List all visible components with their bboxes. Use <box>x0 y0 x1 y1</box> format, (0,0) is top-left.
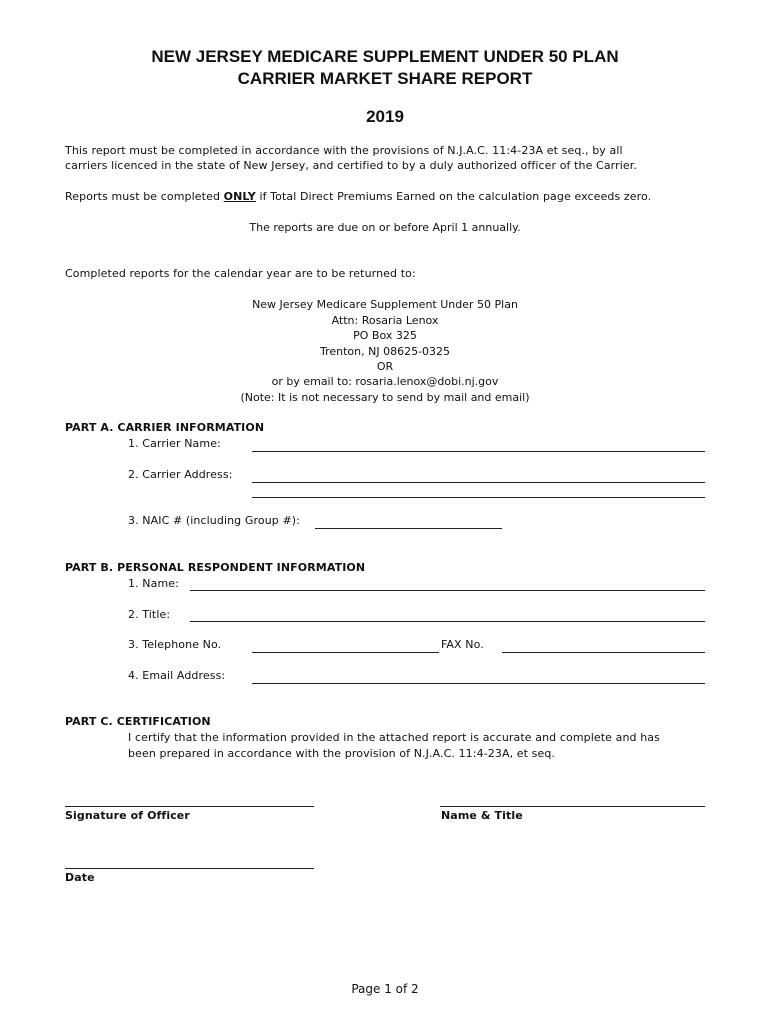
officer-signature-field[interactable] <box>65 806 314 807</box>
reports-prefix: Reports must be completed <box>65 190 224 203</box>
intro-line-2: carriers licenced in the state of New Jersey, and certified to by a duly authorized officer of the Carrier. <box>65 159 637 172</box>
address-line-3: PO Box 325 <box>353 329 417 342</box>
naic-field[interactable] <box>315 528 502 529</box>
reports-condition <box>65 190 651 203</box>
reports-suffix: if Total Direct Premiums Earned on the calculation page exceeds zero. <box>255 190 652 203</box>
part-b-heading: PART B. PERSONAL RESPONDENT INFORMATION <box>65 561 366 574</box>
officer-signature-label: Signature of Officer <box>65 809 190 822</box>
naic-label: 3. NAIC # (including Group #): <box>128 514 300 527</box>
name-title-field[interactable] <box>440 806 705 807</box>
address-or: OR <box>376 360 394 373</box>
date-field[interactable] <box>65 868 314 869</box>
address-note: (Note: It is not necessary to send by mail and email) <box>240 391 530 404</box>
name-field[interactable] <box>190 590 705 591</box>
name-title-label: Name & Title <box>441 809 523 822</box>
carrier-address-field-2[interactable] <box>252 497 705 498</box>
due-date-note: The reports are due on or before April 1 annually. <box>249 221 521 234</box>
only-emphasis: ONLY <box>223 190 256 203</box>
return-instructions: Completed reports for the calendar year are to be returned to: <box>65 267 416 280</box>
telephone-label: 3. Telephone No. <box>128 638 222 651</box>
title-line-1: NEW JERSEY MEDICARE SUPPLEMENT UNDER 50 PLAN <box>151 47 619 66</box>
name-label: 1. Name: <box>128 577 179 590</box>
address-email: or by email to: rosaria.lenox@dobi.nj.gov <box>271 375 499 388</box>
carrier-name-field[interactable] <box>252 451 705 452</box>
fax-label: FAX No. <box>441 638 484 651</box>
part-a-heading: PART A. CARRIER INFORMATION <box>65 421 265 434</box>
carrier-address-field-1[interactable] <box>252 482 705 483</box>
carrier-name-label: 1. Carrier Name: <box>128 437 221 450</box>
email-field[interactable] <box>252 683 705 684</box>
certification-line-1: I certify that the information provided in the attached report is accurate and complete and has <box>128 731 660 744</box>
page-number: Page 1 of 2 <box>351 982 419 996</box>
email-label: 4. Email Address: <box>128 669 226 682</box>
intro-line-1: This report must be completed in accordance with the provisions of N.J.A.C. 11:4-23A et seq., by all <box>65 144 623 157</box>
address-line-1: New Jersey Medicare Supplement Under 50 Plan <box>252 298 518 311</box>
report-year: 2019 <box>366 107 404 126</box>
address-line-4: Trenton, NJ 08625-0325 <box>319 345 451 358</box>
certification-line-2: been prepared in accordance with the provision of N.J.A.C. 11:4-23A, et seq. <box>128 747 556 760</box>
telephone-field[interactable] <box>252 652 439 653</box>
title-field[interactable] <box>190 621 705 622</box>
title-label: 2. Title: <box>128 608 171 621</box>
part-c-heading: PART C. CERTIFICATION <box>65 715 211 728</box>
title-line-2: CARRIER MARKET SHARE REPORT <box>237 69 533 88</box>
fax-field[interactable] <box>502 652 705 653</box>
date-label: Date <box>65 871 95 884</box>
carrier-address-label: 2. Carrier Address: <box>128 468 233 481</box>
address-line-2: Attn: Rosaria Lenox <box>331 314 439 327</box>
